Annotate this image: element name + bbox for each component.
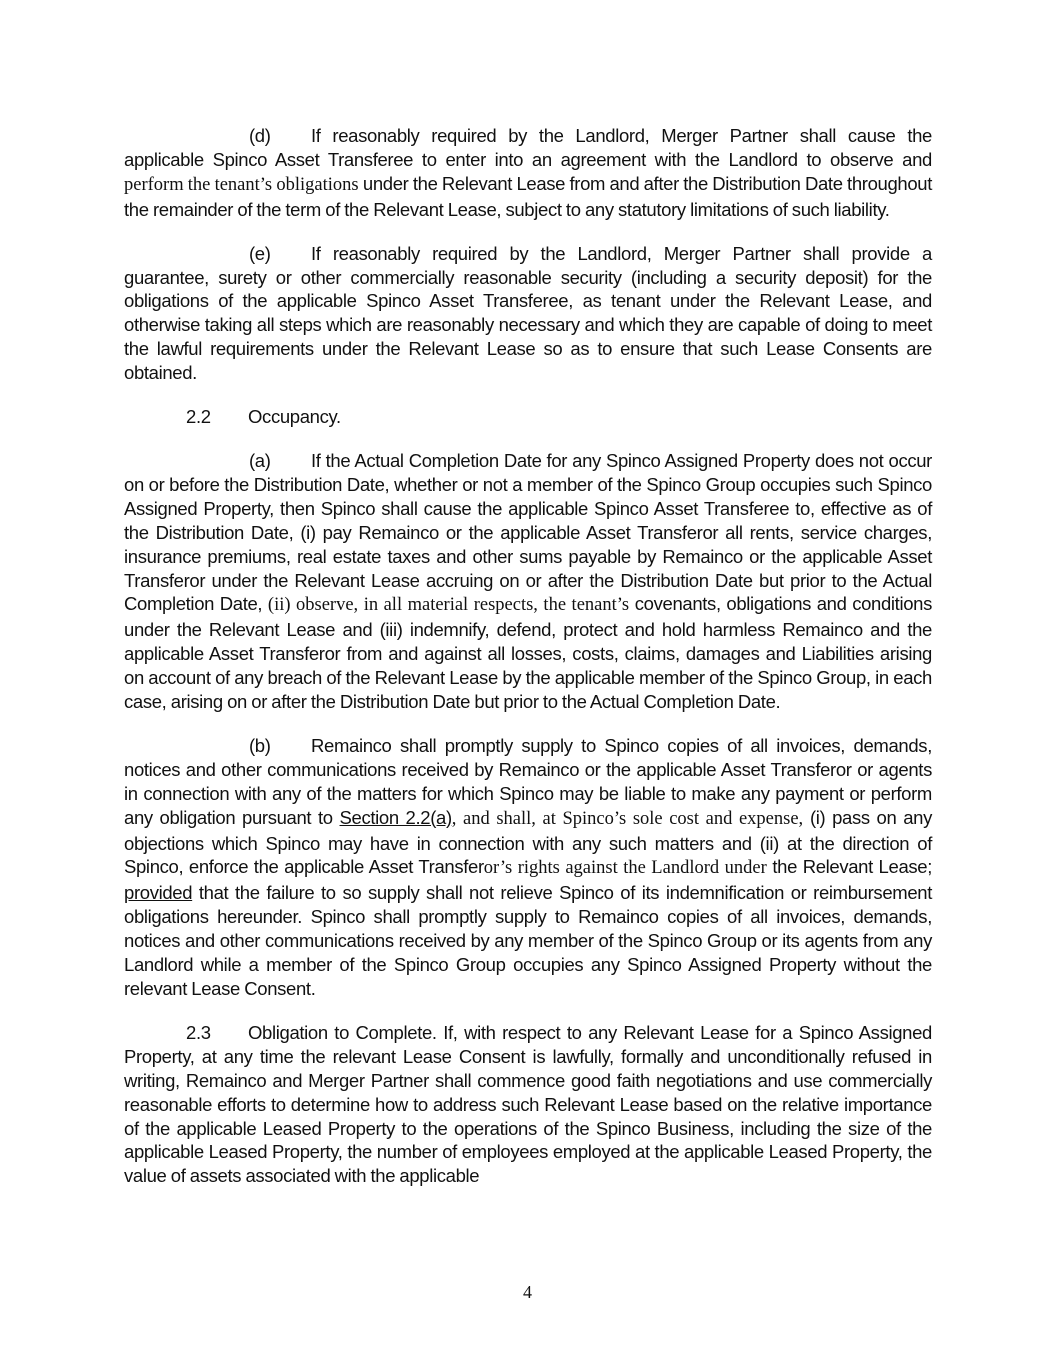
paragraph-text: under the Relevant Lease from and after the Distribution Date throughout the remainder of the term of the Relevant Lease, subject to any statutory limitations of such liability. <box>124 172 932 220</box>
page-number: 4 <box>523 1282 532 1302</box>
section-title: Obligation to Complete. <box>248 1021 437 1043</box>
document-page <box>124 124 932 1208</box>
paragraph-text: that the failure to so supply shall not relieve Spinco of its indemnification or reimbursement obligations hereunder. Spinco shall promptly supply to Remainco copies of all invoices, demands, notices and other communications received by any member of the Spinco Group or its agents from any Landlord while a member of the Spinco Group occupies any Spinco Assigned Property without the relevant Lease Consent. <box>124 882 932 999</box>
paragraph-label: (e) <box>249 242 271 264</box>
paragraph-2-3 <box>124 1021 932 1188</box>
paragraph-text: (i) pass on any objections which Spinco may have in connection with any such matters and (ii) at the direction of Spinco, enforce the applicable Asset Transfer <box>124 806 932 878</box>
paragraph-d <box>124 124 932 222</box>
paragraph-label: (d) <box>249 125 271 146</box>
paragraph-text-serif: (ii) observe, in all material respects, the tenant’s <box>267 595 630 616</box>
paragraph-text: the Relevant Lease; <box>766 856 933 878</box>
paragraph-text: If the Actual Completion Date for any Spinco Assigned Property does not occur on or before the Distribution Date, whether or not a member of the Spinco Group occupies such Spinco Assigned Property, then Spinco shall cause the applicable Spinco Asset Transferee to, effective as of the Distribution Date, (i) pay Remainco or the applicable Asset Transferor all rents, service charges, insurance premiums, real estate taxes and other sums payable by Remainco or the applicable Asset Transferor under the Relevant Lease accruing on or after the Distribution Date but prior to the Actual Completion Date, <box>124 449 932 615</box>
paragraph-e <box>124 242 932 385</box>
paragraph-2-2-b <box>124 734 932 1001</box>
paragraph-label: (b) <box>249 734 271 756</box>
paragraph-label: (a) <box>249 449 271 471</box>
paragraph-text: If reasonably required by the Landlord, Merger Partner shall provide a guarantee, surety or other commercially reasonable security (including a security deposit) for the obligations of the applicable Spinco Asset Transferee, as tenant under the Relevant Lease, and otherwise taking all steps which are reasonably necessary and which they are capable of doing to meet the lawful requirements under the Relevant Lease so as to ensure that such Lease Consents are obtained. <box>124 242 932 384</box>
paragraph-text: If, with respect to any Relevant Lease for a Spinco Assigned Property, at any time the relevant Lease Consent is lawfully, formally and unconditionally refused in writing, Remainco and Merger Partner shall commence good faith negotiations and use commercially reasonable efforts to determine how to address such Relevant Lease based on the relative importance of the applicable Leased Property to the operations of the Spinco Business, including the size of the applicable Leased Property, the number of employees employed at the applicable Leased Property, the value of assets associated with the applicable <box>124 1021 932 1187</box>
section-heading-2-2 <box>124 405 932 429</box>
paragraph-text: covenants, obligations and conditions under the Relevant Lease and (iii) indemnify, defend, protect and hold harmless Remainco and the applicable Asset Transferor from and against all losses, costs, claims, damages and Liabilities arising on account of any breach of the Relevant Lease by the applicable member of the Spinco Group, in each case, arising on or after the Distribution Date but prior to the Actual Completion Date. <box>124 593 933 713</box>
paragraph-2-2-a <box>124 449 932 714</box>
paragraph-text: Remainco shall promptly supply to Spinco copies of all invoices, demands, notices and other communications received by Remainco or the applicable Asset Transferor or agents in connection with any of the matters for which Spinco may be liable to make any payment or perform any obligation pursuant to <box>124 734 932 828</box>
paragraph-text: If reasonably required by the Landlord, Merger Partner shall cause the applicable Spinco Asset Transferee to enter into an agreement with the Landlord to observe and <box>124 125 932 170</box>
section-number: 2.2 <box>186 406 211 428</box>
section-reference-link: Section 2.2(a) <box>339 806 452 828</box>
provided-term: provided <box>124 882 193 904</box>
paragraph-text-serif: , and shall, at Spinco’s sole cost and expense, <box>451 808 804 829</box>
paragraph-text-serif: or’s rights against the Landlord under <box>483 858 767 879</box>
paragraph-text-serif: perform the tenant’s obligations <box>124 174 359 195</box>
section-title: Occupancy. <box>248 406 341 428</box>
section-number: 2.3 <box>186 1021 211 1043</box>
